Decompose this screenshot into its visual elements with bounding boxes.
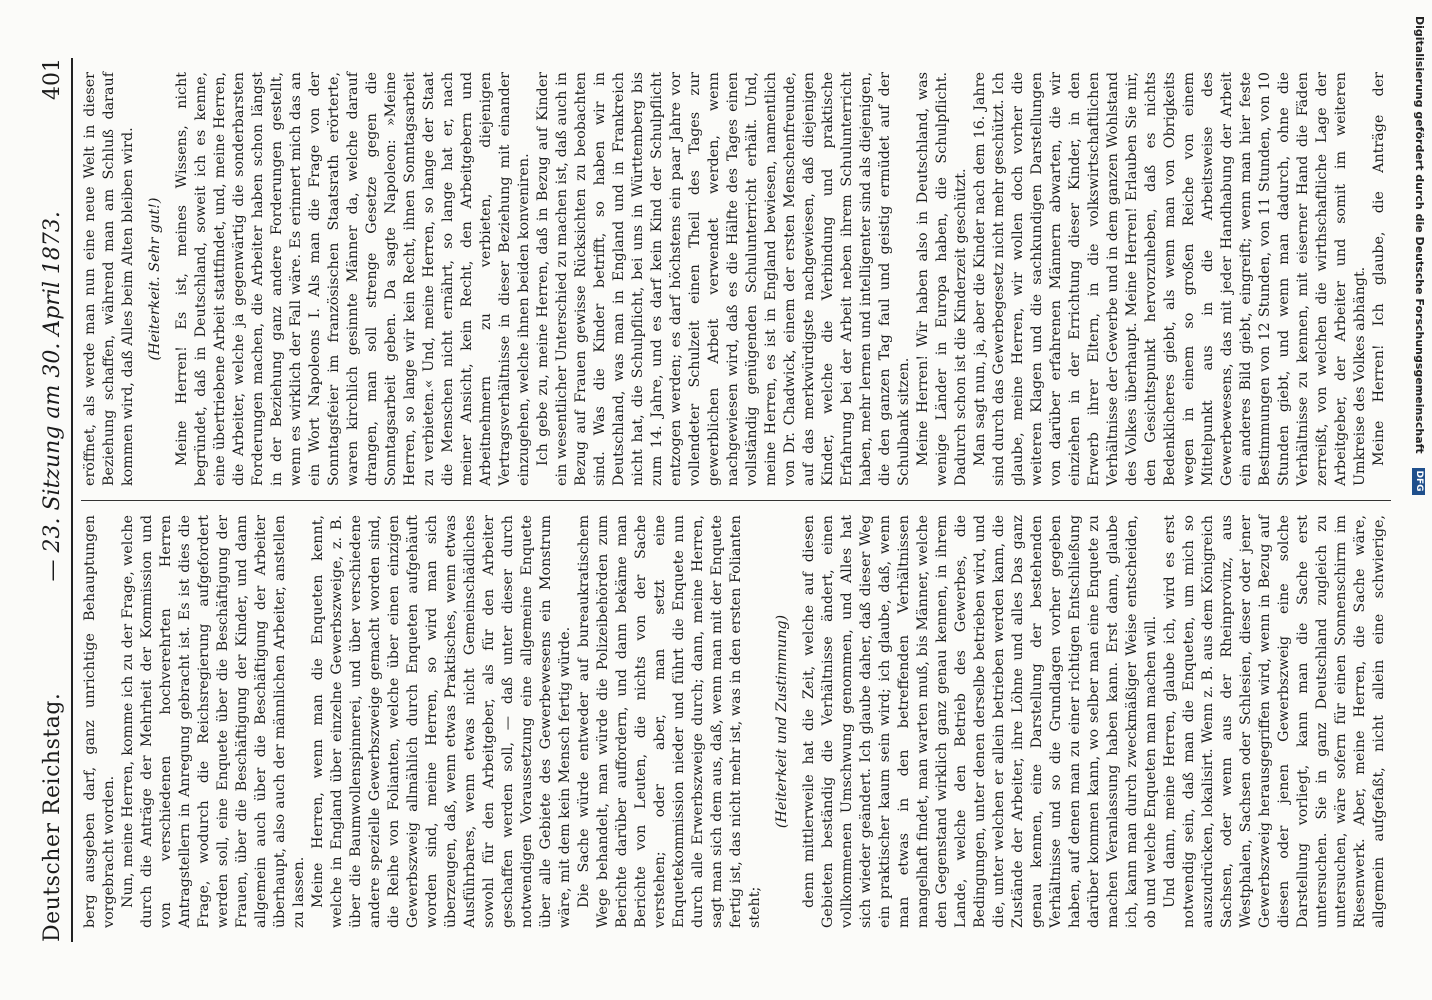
page-header — [40, 58, 73, 942]
right-column — [81, 58, 1391, 500]
publication-title: Deutscher Reichstag. — [40, 692, 65, 942]
dfg-logo: DFG — [1413, 468, 1426, 495]
paragraph: Und dann, meine Herren, glaube ich, wird es erst notwendig sein, daß man die Enqueten, um mich so auszudrücken, lokalisirt. Wenn z. B. aus dem Königreich Sachsen, oder wenn aus der Rheinprovinz, aus Westphalen, Sachsen oder Schlesien, dieser oder jener Gewerbszweig herausgegriffen wird, wenn in Bezug auf diesen oder jenen Gewerbszweig eine solche Darstellung vorliegt, kann man die Sache erst untersuchen. Sie in ganz Deutschland zugleich zu untersuchen, wäre sofern für einen Sonnenschirm im Riesenwerk. Aber, meine Herren, die Sache wäre, allgemein aufgefaßt, nicht allein eine schwierige, — [1162, 515, 1387, 928]
dfg-credit — [1408, 0, 1430, 1000]
dfg-sidebar — [1408, 0, 1430, 1000]
paragraph: berg ausgeben darf, ganz unrichtige Behauptungen vorgebracht worden. — [82, 515, 117, 928]
paragraph: Meine Herren, wenn man die Enqueten kennt, welche in England über einzelne Gewerbszweige, z. B. über die Baumwollenspinnerei, und über verschiedene andere spezielle Gewerbszweige gemacht worden sind, die Reihe von Folianten, welche über einen einzigen Gewerbszweig allmählich durch Enqueten aufgehäuft worden sind, meine Herren, so wird man sich überzeugen, daß, wenn etwas Praktisches, wenn etwas Ausführbares, wenn etwas nicht Gemeinschädliches sowohl für den Arbeitgeber, als für den Arbeiter geschaffen werden soll, — daß unter dieser durch notwendigen Voraussetzung eine allgemeine Enquete über alle Gebiete des Gewerbewesens ein Monstrum wäre, mit dem kein Mensch fertig würde. — [310, 515, 573, 928]
paragraph: Meine Herren! Wir haben also in Deutschland, was wenige Länder in Europa haben, die Schulpflicht. Dadurch schon ist die Kinderzeit geschützt. — [915, 72, 969, 486]
paragraph: Meine Herren! Es ist, meines Wissens, nicht begründet, daß in Deutschland, soweit ich es kenne, eine übertriebene Arbeit stattfindet, und, meine Herren, die Arbeiter, welche ja gegenwärtig die sonderbarsten Forderungen machen, die Arbeiter haben schon längst in der Beziehung ganz andere Forderungen gestellt, wenn es wirklich der Fall wäre. Es erinnert mich das an ein Wort Napoleons I. Als man die Frage von der Sonntagsfeier im französischen Staatsrath erörterte, waren kirchlich gesinnte Männer da, welche darauf drangen, man soll strenge Gesetze gegen die Sonntagsarbeit geben. Da sagte Napoleon: »Meine Herren, so lange wir kein Recht, ihnen Sonntagsarbeit zu verbieten.« Und, meine Herren, so lange der Staat die Menschen nicht ernährt, so lange hat er, nach meiner Ansicht, kein Recht, den Arbeitgebern und Arbeitnehmern zu verbieten, diejenigen Vertragsverhältnisse in dieser Beziehung mit einander einzugehen, welche ihnen beiden konveniren. — [174, 72, 532, 486]
paragraph: Man sagt nun, ja, aber die Kinder nach dem 16. Jahre sind durch das Gewerbegesetz nicht mehr geschützt. Ich glaube, meine Herren, wir wollen doch vorher die weiteren Klagen und die sachkundigen Darstellungen von darüber erfahrenen Männern abwarten, die wir einziehen in der Errichtung dieser Kinder, in den Erwerb ihrer Eltern, in die volkswirtschaftlichen Verhältnisse der Gewerbe und in dem ganzen Wohlstand des Volkes überhaupt. Meine Herren! Erlauben Sie mir, den Gesichtspunkt hervorzuheben, daß es nichts Bedenklicheres giebt, als wenn man von Obrigkeits wegen in einem so großen Reiche von einem Mittelpunkt aus in die Arbeitsweise des Gewerbewesens, das mit jeder Handhabung der Arbeit ein anderes Bild giebt, eingreift; wenn man hier feste Bestimmungen von 12 Stunden, von 11 Stunden, von 10 Stunden giebt, und wenn man dadurch, ohne die Verhältnisse zu kennen, mit eiserner Hand die Fäden zerreißt, von welchen die wirthschaftliche Lage der Arbeitgeber, der Arbeiter und somit im weiteren Umkreise des Volkes abhängt. — [972, 72, 1368, 486]
left-column — [81, 500, 1391, 942]
paragraph: Nun, meine Herren, komme ich zu der Frage, welche durch die Anträge der Mehrheit der Kommission und von verschiedenen hochverehrten Herren Antragstellern in Anregung gebracht ist. Es ist dies die Frage, wodurch die Reichsregierung aufgefordert werden soll, eine Enquete über die Beschäftigung der Frauen, über die Beschäftigung der Kinder, und dann allgemein auch über die Beschäftigung der Arbeiter überhaupt, also auch der männlichen Arbeiter, anstellen zu lassen. — [120, 515, 307, 928]
text-columns — [81, 58, 1391, 942]
paragraph: denn mittlerweile hat die Zeit, welche auf diesen Gebieten beständig die Verhältnisse ändert, einen vollkommenen Umschwung genommen, und Alles hat sich wieder geändert. Ich glaube daher, daß dieser Weg ein praktischer kaum sein wird; ich glaube, daß, wenn man etwas in den betreffenden Verhältnissen mangelhaft findet, man warten muß, bis Männer, welche den Gegenstand wirklich ganz genau kennen, in ihrem Lande, welche den Betrieb des Gewerbes, die Bedingungen, unter denen derselbe betrieben wird, und die, unter welchen er allein betrieben werden kann, die Zustände der Arbeiter, ihre Löhne und alles Das ganz genau kennen, eine Darstellung der bestehenden Verhältnisse und so die Grundlagen vorher gegeben haben, auf denen man zu einer richtigen Entschließung darüber kommen kann, wo selber man eine Enquete zu machen Veranlassung haben kann. Erst dann, glaube ich, kann man durch zweckmäßiger Weise entscheiden, ob und welche Enqueten man machen will. — [801, 515, 1159, 928]
paragraph: Meine Herren! Ich glaube, die Anträge der — [1371, 72, 1387, 466]
dfg-credit-text: Digitalisierung gefördert durch die Deutsche Forschungsgemeinschaft — [1413, 16, 1426, 454]
paragraph: Ich gebe zu, meine Herren, daß in Bezug auf Kinder ein wesentlicher Unterschied zu machen ist, daß auch in Bezug auf Frauen gewisse Rücksichten zu beobachten sind. Was die Kinder betrifft, so haben wir in Deutschland, was man in England und in Frankreich nicht hat, die Schulpflicht, bei uns in Württemberg bis zum 14. Jahre, und es darf kein Kind der Schulpflicht entzogen werden; es darf höchstens ein paar Jahre vor vollendeter Schulzeit einen Theil des Tages zur gewerblichen Arbeit verwendet werden, wenn nachgewiesen wird, daß es die Hälfte des Tages einen vollständig genügenden Schulunterricht erhält. Und, meine Herren, es ist in England bewiesen, namentlich von Dr. Chadwick, einem der ersten Menschenfreunde, auf das merkwürdigste nachgewiesen, daß diejenigen Kinder, welche die Verbindung und praktische Erfahrung bei der Arbeit neben ihrem Schulunterricht haben, mehr lernen und intelligenter sind als diejenigen, die den ganzen Tag faul und geistig ermüdet auf der Schulbank sitzen. — [535, 72, 912, 486]
paragraph: eröffnet, als werde man nun eine neue Welt in dieser Beziehung schaffen, während man am Schluß darauf kommen wird, daß Alles beim Alten bleiben wird. — [82, 72, 136, 486]
interjection: (Heiterkeit und Zustimmung) — [774, 614, 790, 829]
interjection: (Heiterkeit. Sehr gut!) — [147, 197, 163, 361]
paragraph: Die Sache würde entweder auf bureaukratischem Wege behandelt, man würde die Polizeibehörden zum Berichte darüber auffordern, und dann bekäme man Berichte von Leuten, die nichts von der Sache verstehen; oder aber, man setzt eine Enquetekommission nieder und führt die Enquete nun durch alle Erwerbszweige durch; dann, meine Herren, sagt man sich dem aus, daß, wenn man mit der Enquete fertig ist, das nicht mehr ist, was in den ersten Folianten steht; — [576, 515, 763, 928]
page-number: 401 — [40, 58, 65, 100]
session-date: — 23. Sitzung am 30. April 1873. — [40, 211, 65, 582]
